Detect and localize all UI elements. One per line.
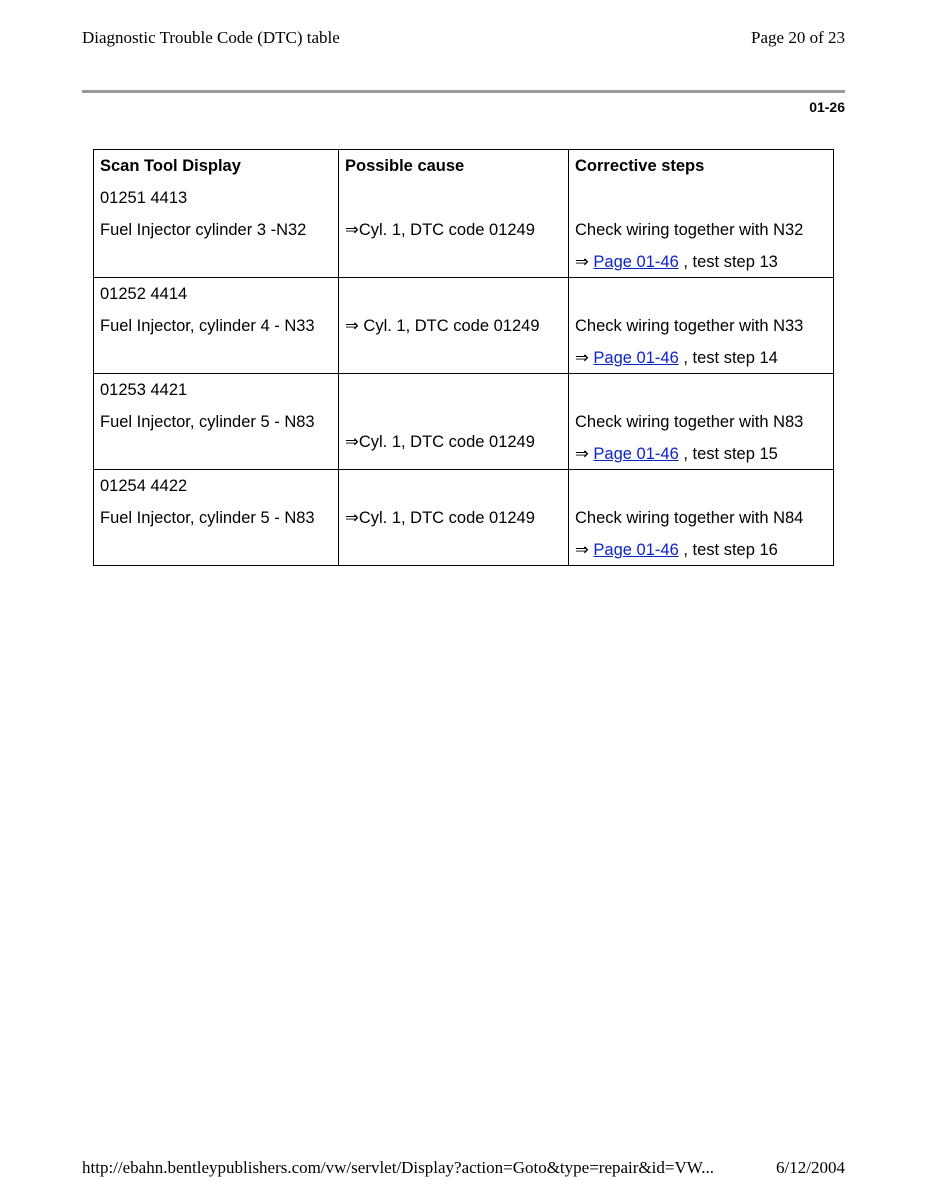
header-possible-cause: Possible cause bbox=[345, 157, 465, 175]
spacer bbox=[575, 284, 827, 304]
arrow-icon: ⇒ bbox=[575, 541, 589, 559]
dtc-table bbox=[93, 149, 834, 566]
component-name: Fuel Injector cylinder 3 -N32 bbox=[100, 221, 307, 239]
test-step-text: , test step 15 bbox=[683, 445, 778, 463]
test-step-text: , test step 16 bbox=[683, 541, 778, 559]
header-scan-tool: Scan Tool Display bbox=[100, 157, 241, 175]
possible-cause: ⇒ Cyl. 1, DTC code 01249 bbox=[345, 317, 540, 335]
page-number: Page 20 of 23 bbox=[751, 28, 845, 47]
table-row-3 bbox=[94, 374, 834, 470]
test-step bbox=[575, 348, 827, 368]
footer-date: 6/12/2004 bbox=[776, 1158, 845, 1177]
steps-cell bbox=[569, 150, 834, 278]
possible-cause: ⇒Cyl. 1, DTC code 01249 bbox=[345, 221, 535, 239]
spacer bbox=[345, 188, 562, 208]
scan-tool-cell bbox=[94, 150, 339, 278]
section-code: 01-26 bbox=[809, 99, 845, 115]
cause-cell bbox=[339, 278, 569, 374]
dtc-code: 01254 4422 bbox=[100, 477, 188, 495]
corrective-check: Check wiring together with N33 bbox=[575, 317, 804, 335]
spacer bbox=[575, 380, 827, 400]
spacer bbox=[575, 476, 827, 496]
steps-cell bbox=[569, 470, 834, 566]
header-divider bbox=[82, 90, 845, 93]
table-row-1 bbox=[94, 150, 834, 278]
component-name: Fuel Injector, cylinder 4 - N33 bbox=[100, 317, 315, 335]
spacer bbox=[345, 284, 562, 304]
spacer bbox=[575, 188, 827, 208]
possible-cause: ⇒Cyl. 1, DTC code 01249 bbox=[345, 509, 535, 527]
corrective-check: Check wiring together with N84 bbox=[575, 509, 804, 527]
steps-cell bbox=[569, 278, 834, 374]
possible-cause: ⇒Cyl. 1, DTC code 01249 bbox=[345, 433, 535, 451]
spacer bbox=[345, 380, 562, 400]
test-step-text: , test step 14 bbox=[683, 349, 778, 367]
page-link[interactable]: Page 01-46 bbox=[593, 253, 679, 271]
steps-cell bbox=[569, 374, 834, 470]
cause-cell bbox=[339, 470, 569, 566]
page-link[interactable]: Page 01-46 bbox=[593, 349, 679, 367]
cause-cell bbox=[339, 374, 569, 470]
corrective-check: Check wiring together with N83 bbox=[575, 413, 804, 431]
header-corrective-steps: Corrective steps bbox=[575, 157, 705, 175]
test-step bbox=[575, 540, 827, 560]
table-row-4 bbox=[94, 470, 834, 566]
dtc-code: 01252 4414 bbox=[100, 285, 188, 303]
footer-url: http://ebahn.bentleypublishers.com/vw/servlet/Display?action=Goto&type=repair&id=VW... bbox=[82, 1158, 714, 1177]
arrow-icon: ⇒ bbox=[575, 349, 589, 367]
test-step-text: , test step 13 bbox=[683, 253, 778, 271]
component-name: Fuel Injector, cylinder 5 - N83 bbox=[100, 509, 315, 527]
table-row-2 bbox=[94, 278, 834, 374]
document-title: Diagnostic Trouble Code (DTC) table bbox=[82, 28, 340, 47]
scan-tool-cell bbox=[94, 470, 339, 566]
spacer bbox=[345, 412, 562, 432]
component-name: Fuel Injector, cylinder 5 - N83 bbox=[100, 413, 315, 431]
page-link[interactable]: Page 01-46 bbox=[593, 445, 679, 463]
dtc-code: 01253 4421 bbox=[100, 381, 188, 399]
dtc-code: 01251 4413 bbox=[100, 189, 188, 207]
cause-cell bbox=[339, 150, 569, 278]
corrective-check: Check wiring together with N32 bbox=[575, 221, 804, 239]
arrow-icon: ⇒ bbox=[575, 445, 589, 463]
test-step bbox=[575, 444, 827, 464]
page-link[interactable]: Page 01-46 bbox=[593, 541, 679, 559]
scan-tool-cell bbox=[94, 374, 339, 470]
scan-tool-cell bbox=[94, 278, 339, 374]
spacer bbox=[345, 476, 562, 496]
test-step bbox=[575, 252, 827, 272]
arrow-icon: ⇒ bbox=[575, 253, 589, 271]
